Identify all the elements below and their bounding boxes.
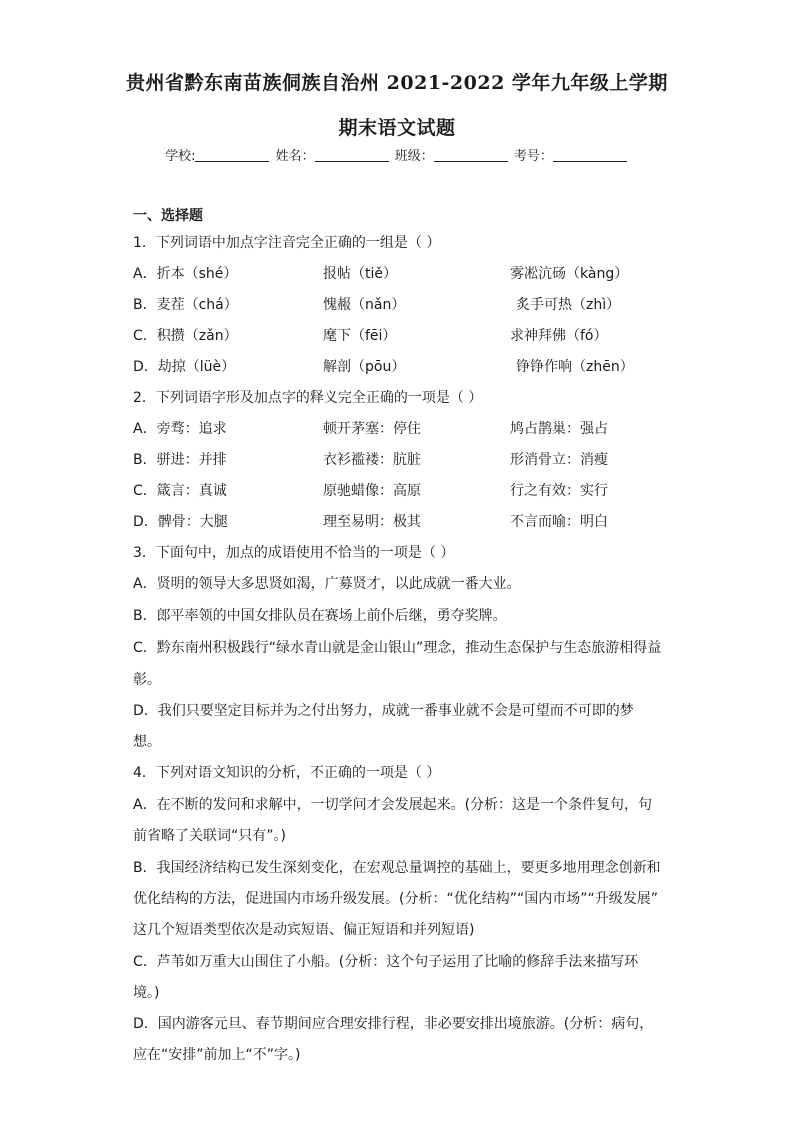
number-label: 考号： [513,149,553,164]
question-2-stem: 2．下列词语字形及加点字的释义完全正确的一项是（ ） [133,390,483,406]
question-3-line: B．郎平率领的中国女排队员在赛场上前仆后继，勇夺奖牌。 [133,608,507,624]
option-item: 解剖（pōu） [323,359,406,375]
question-3-line: D．我们只要坚定目标并为之付出努力，成就一番事业就不会是可望而不可即的梦 [133,703,634,719]
class-blank [434,148,508,162]
option-item: 报帖（tiě） [323,266,397,282]
option-item: B．麦茬（chá） [133,297,238,313]
option-item: 愧赧（nǎn） [323,297,406,313]
option-item: 衣衫褴褛：肮脏 [323,452,421,468]
question-4-line: B．我国经济结构已发生深刻变化，在宏观总量调控的基础上，要更多地用理念创新和 [133,860,661,876]
option-item: C．积攒（zǎn） [133,328,238,344]
question-3-line: 想。 [133,734,161,750]
question-4-line: D．国内游客元旦、春节期间应合理安排行程，非必要安排出境旅游。(分析：病句， [133,1016,654,1032]
option-item: 求神拜佛（fó） [510,328,608,344]
name-blank [315,148,389,162]
option-item: B．骈进：并排 [133,452,227,468]
option-item: 麾下（fēi） [323,328,397,344]
question-4-stem: 4．下列对语文知识的分析，不正确的一项是（ ） [133,765,441,781]
option-item: D．髀骨：大腿 [133,514,228,530]
question-3-line: 彰。 [133,672,161,688]
question-4-line: 应在“安排”前加上“不”字。) [133,1047,301,1063]
class-label: 班级： [394,149,434,164]
question-4-line: C．芦苇如万重大山围住了小船。(分析：这个句子运用了比喻的修辞手法来描写环 [133,954,639,970]
question-4-line: 优化结构的方法，促进国内市场升级发展。(分析：“优化结构”“国内市场”“升级发展” [133,891,658,907]
school-label: 学校: [165,149,196,164]
question-4-line: 前省略了关联词“只有”。) [133,828,286,844]
number-blank [553,148,627,162]
name-label: 姓名： [275,149,315,164]
option-item: 行之有效：实行 [510,483,608,499]
option-item: D．劫掠（lüè） [133,359,236,375]
option-item: C．箴言：真诚 [133,483,227,499]
question-4-line: 境。) [133,985,160,1001]
option-item: 铮铮作响（zhēn） [516,359,634,375]
option-item: 顿开茅塞：停住 [323,421,421,437]
option-item: 理至易明：极其 [323,514,421,530]
option-item: 炙手可热（zhì） [516,297,621,313]
option-item: A．折本（shé） [133,266,238,282]
exam-title-line2: 期末语文试题 [338,117,456,139]
section-heading: 一、选择题 [133,208,203,224]
option-item: 雾凇沆砀（kàng） [510,266,629,282]
exam-title-line1: 贵州省黔东南苗族侗族自治州 2021-2022 学年九年级上学期 [126,72,668,94]
option-item: A．旁骛：追求 [133,421,227,437]
student-info-row [0,145,794,164]
option-item: 形消骨立：消瘦 [510,452,608,468]
question-3-line: C．黔东南州积极践行“绿水青山就是金山银山”理念，推动生态保护与生态旅游相得益 [133,640,662,656]
question-4-line: A．在不断的发问和求解中，一切学问才会发展起来。(分析：这是一个条件复句，句 [133,797,653,813]
question-3-line: A．贤明的领导大多思贤如渴，广募贤才，以此成就一番大业。 [133,576,521,592]
question-4-line: 这几个短语类型依次是动宾短语、偏正短语和并列短语) [133,922,475,938]
option-item: 鸠占鹊巢：强占 [510,421,608,437]
school-blank [195,148,269,162]
question-1-stem: 1．下列词语中加点字注音完全正确的一组是（ ） [133,235,441,251]
option-item: 不言而喻：明白 [510,514,608,530]
question-3-stem: 3．下面句中，加点的成语使用不恰当的一项是（ ） [133,545,455,561]
option-item: 原驰蜡像：高原 [323,483,421,499]
